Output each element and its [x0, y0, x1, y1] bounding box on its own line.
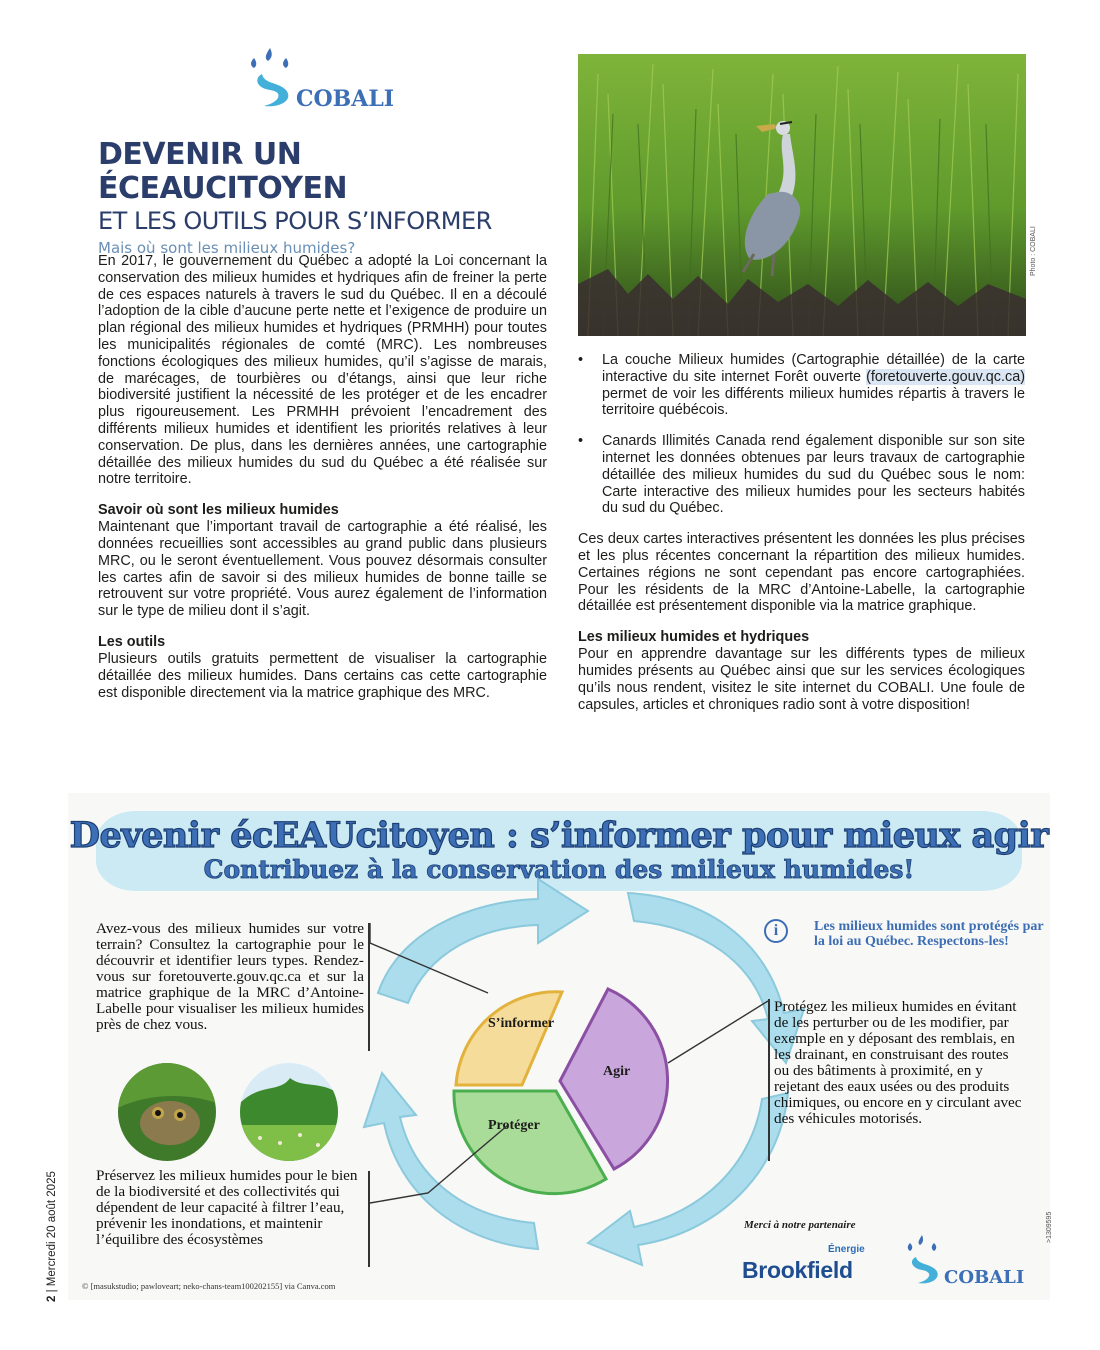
foretouverte-link[interactable]: (foretouverte.gouv.qc.ca) [866, 368, 1025, 385]
divider [368, 923, 370, 1051]
page-footer [46, 1171, 58, 1302]
divider [368, 1171, 370, 1267]
right-column [578, 352, 1025, 727]
preserve-text: Préservez les milieux humides pour le bien de la biodiversité et des collectivités qui dépendent de leur capacité à filtrer l’eau, prévenir les inondations, et maintenir l’équilibre des écosystèmes [96, 1167, 358, 1248]
segment-informer [456, 992, 562, 1085]
logo-text: COBALI [296, 86, 395, 112]
logo-text: COBALI [944, 1267, 1025, 1288]
section-paragraph: Plusieurs outils gratuits permettent de visualiser la cartographie détaillée des milieux humides. Dans certains cas cette cartographie est disponible directement via la matrice graphique des MRC. [98, 650, 547, 701]
section-heading: Savoir où sont les milieux humides [98, 502, 339, 519]
section-paragraph: Maintenant que l’important travail de cartographie a été réalisé, les données recueillies sont accessibles au grand public dans plusieurs MRC, ou le seront éventuellement. Vous pouvez désormais consulter les cartes afin de savoir si des milieux humides de bonne taille se retrouvent sur votre propriété. Vous aurez également de l’information sur le type de milieu dont il s’agit. [98, 519, 547, 620]
issue-date: Mercredi 20 août 2025 [46, 1171, 58, 1287]
section-paragraph: Pour en apprendre davantage sur les différents types de milieux humides présents au Québec ainsi que sur les services écologiques qu’ils nous rendent, visitez le site internet du COBALI. Une foule de capsules, articles et chroniques radio sont à votre disposition! [578, 646, 1025, 713]
left-column [98, 253, 547, 715]
protect-text: Protégez les milieux humides en évitant de les perturber ou de les modifier, par exemple en y déposant des remblais, en les drainant, en construisant des routes ou des bâtiments à proximité, en y rejetant des eaux usées ou des produits chimiques, ou encore en y circulant avec des véhicules motorisés. [774, 998, 1022, 1127]
page-number: 2 [46, 1295, 58, 1302]
brookfield-logo: Brookfield [742, 1257, 853, 1283]
cobali-logo [240, 44, 410, 114]
info-icon: i [764, 919, 788, 943]
footer-separator: | [46, 1286, 58, 1296]
wetland-photo [240, 1063, 338, 1161]
cobali-logo-small [898, 1231, 1038, 1291]
bullet-text: permet de voir les différents milieux humides répartis à travers le territoire québécois. [602, 385, 1025, 419]
section-paragraph: Ces deux cartes interactives présentent les données les plus précises et les plus récentes concernant la répartition des milieux humides. Certaines régions ne sont cependant pas encore cartographiées. Pour les résidents de la MRC d’Antoine-Labelle, la cartographie détaillée est présentement disponible via la matrice graphique. [578, 531, 1025, 615]
section-heading: Les outils [98, 633, 166, 650]
image-credit: © [masukstudio; pawloveart; neko-chans-team100202155] via Canva.com [82, 1281, 336, 1291]
section-heading: Les milieux humides et hydriques [578, 629, 810, 646]
connector-line [668, 1001, 768, 1063]
partner-label: Merci à notre partenaire [744, 1219, 856, 1231]
article-subtitle: ET LES OUTILS POUR S’INFORMER [98, 207, 492, 235]
list-item [578, 352, 1025, 419]
divider [768, 999, 770, 1161]
intro-paragraph: En 2017, le gouvernement du Québec a adopté la Loi concernant la conservation des milieux humides et hydriques afin de freiner la perte de ces espaces naturels à travers le sud du Québec. Il en a découlé l’adoption de la cible d’aucune perte nette et l’exigence de produire un plan régional des milieux humides et hydriques (PRMHH) pour toutes les municipalités régionales de comté (MRC). Les nombreuses fonctions écologiques des milieux humides, qu’il s’agisse de marais, de marécages, de tourbières ou d’étangs, ainsi que leur riche biodiversité justifient la nécessité de les protéger et de les encadrer plus rigoureusement. Les PRMHH prévoient l’encadrement des différents milieux humides et identifient les priorités relatives à leur conservation. De plus, dans les dernières années, une cartographie détaillée des milieux humides du sud du Québec a été réalisée sur notre territoire. [98, 253, 547, 488]
tools-list [578, 352, 1025, 517]
consult-text: Avez-vous des milieux humides sur votre terrain? Consultez la cartographie pour le découvrir et identifier leurs types. Rendez-vous sur foretouverte.gouv.qc.ca et sur la matrice graphique de la MRC d’Antoine-Labelle pour visualiser les milieux humides près de chez vous. [96, 920, 364, 1033]
ad-code: >1309595 [1046, 1211, 1053, 1243]
frog-photo [118, 1063, 216, 1161]
list-item: • Canards Illimités Canada rend également disponible sur son site internet les données obtenues par leurs travaux de cartographie détaillée des milieux humides du sud du Québec sous le nom: Carte interactive des milieux humides pour les secteurs habités du sud du Québec. [578, 433, 1025, 517]
label-proteger: Protéger [488, 1118, 540, 1133]
article-tagline: Mais où sont les milieux humides? [98, 239, 356, 257]
label-informer: S’informer [488, 1016, 555, 1031]
infographic-subtitle: Contribuez à la conservation des milieux humides! [203, 855, 915, 884]
article-title-block [98, 138, 558, 260]
partner-energie: Énergie [828, 1244, 865, 1255]
infographic-title: Devenir écEAUcitoyen : s’informer pour mieux agir [69, 815, 1049, 856]
photo-credit: Photo : COBALI [1030, 226, 1037, 276]
infographic [68, 793, 1050, 1300]
article-title: DEVENIR UN ÉCEAUCITOYEN [98, 137, 348, 206]
label-agir: Agir [603, 1064, 631, 1079]
bullet-text: La couche Milieux humides (Cartographie détaillée) de la carte interactive du site internet Forêt ouverte [602, 352, 1025, 385]
legal-note: Les milieux humides sont protégés par la loi au Québec. Respectons-les! [814, 919, 1044, 949]
heron-photo [578, 54, 1026, 336]
